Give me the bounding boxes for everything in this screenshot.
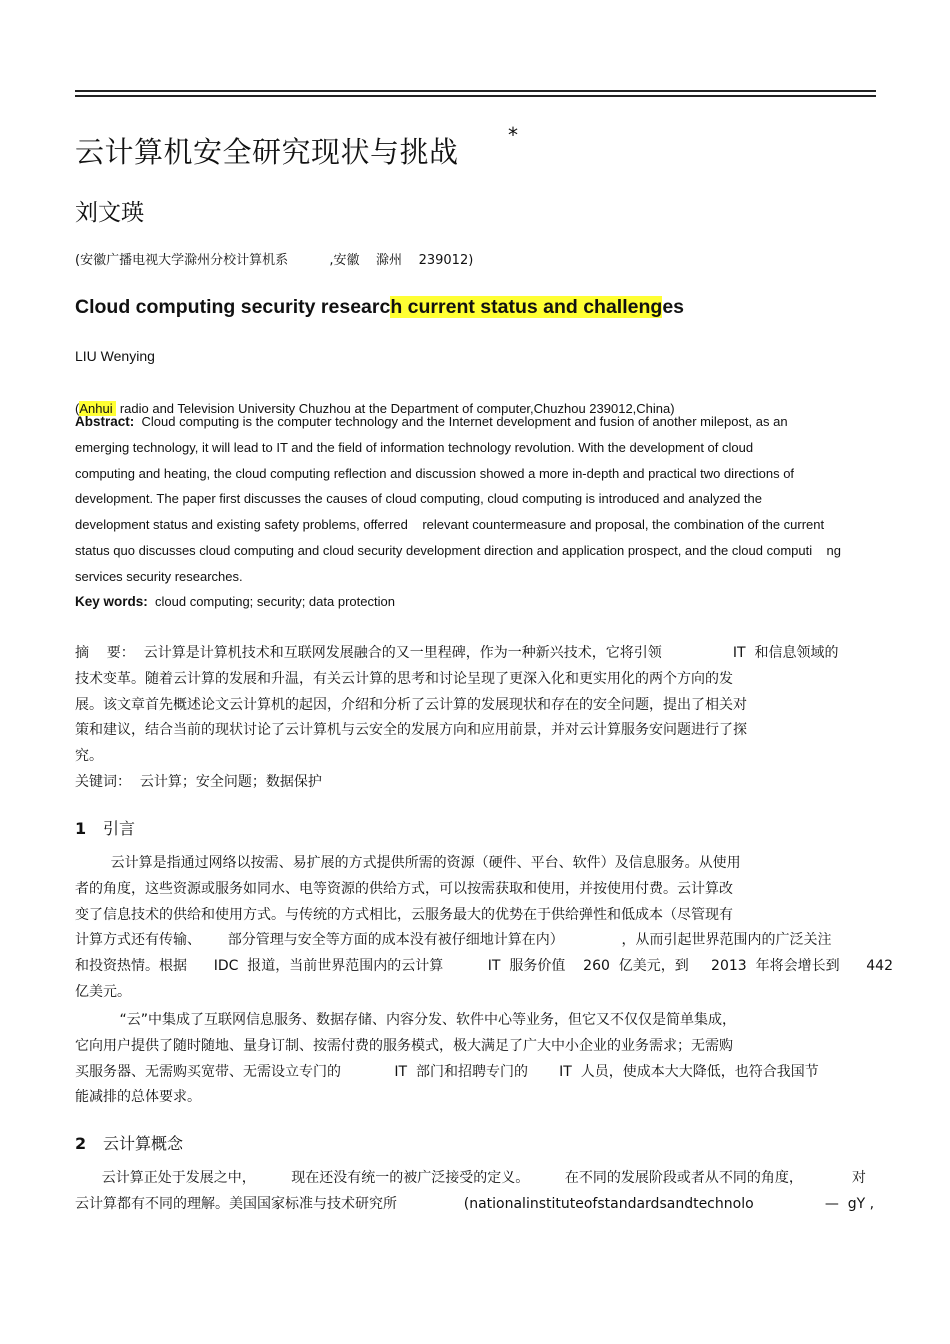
abstract-en xyxy=(75,409,871,590)
keywords-en xyxy=(75,594,395,609)
s1p1-line-5: 亿美元。 xyxy=(75,983,131,1000)
section-1-heading xyxy=(75,816,135,839)
s2-line-1: 云计算都有不同的理解。美国国家标准与技术研究所 (nationalinstituteofstandardsandtechnolo — gY , xyxy=(75,1195,875,1212)
abstract-en-line-0 xyxy=(75,409,871,435)
affil-en-open: ( xyxy=(75,401,80,416)
abstract-en-line-6: services security researches. xyxy=(75,568,243,584)
abstract-cn-line-3: 策和建议，结合当前的现状讨论了云计算机与云安全的发展方向和应用前景，并对云计算服务安问题进行了探 xyxy=(75,722,747,739)
abstract-label: Abstract: xyxy=(75,414,135,429)
top-rule-1 xyxy=(75,90,876,92)
abstract-cn-line-2: 展。该文章首先概述论文云计算机的起因，介绍和分析了云计算的发展现状和存在的安全问题，提出了相关对 xyxy=(75,696,747,713)
keywords-label: Key words: xyxy=(75,594,148,609)
author-en: LIU Wenying xyxy=(75,348,155,364)
s1p2-line-0: “云”中集成了互联网信息服务、数据存储、内容分发、软件中心等业务，但它又不仅仅是简单集成， xyxy=(75,1012,737,1028)
abstract-cn-line-0: 摘 要： 云计算是计算机技术和互联网发展融合的又一里程碑，作为一种新兴技术，它将引领 IT 和信息领域的 xyxy=(75,645,839,661)
keywords-cn: 关键词： 云计算；安全问题；数据保护 xyxy=(75,773,322,790)
title-en-highlight: h current status and challeng xyxy=(390,296,663,318)
s1p1-line-3: 计算方式还有传输、 部分管理与安全等方面的成本没有被仔细地计算在内） ，从而引起世界范围内的广泛关注 xyxy=(75,932,832,949)
abstract-cn xyxy=(75,641,870,796)
title-en-part3: es xyxy=(662,296,685,318)
section-2-heading xyxy=(75,1131,183,1154)
affil-en-highlight: Anhui xyxy=(79,401,117,416)
section-1-title: 引言 xyxy=(103,819,136,838)
abstract-cn-line-4: 究。 xyxy=(75,748,103,765)
top-rule-2 xyxy=(75,95,876,97)
s1p2-line-1: 它向用户提供了随时随地、量身订制、按需付费的服务模式，极大满足了广大中小企业的业务需求；无需购 xyxy=(75,1037,733,1054)
s2-line-0: 云计算正处于发展之中， 现在还没有统一的被广泛接受的定义。 在不同的发展阶段或者从不同的角度， 对 xyxy=(75,1170,866,1186)
abstract-en-line-1: emerging technology, it will lead to IT and the field of information technology revolution. With the development of cloud xyxy=(75,439,754,455)
s1p2-line-3: 能减排的总体要求。 xyxy=(75,1089,201,1106)
s1p1-line-2: 变了信息技术的供给和使用方式。与传统的方式相比，云服务最大的优势在于供给弹性和低成本（尽管现有 xyxy=(75,906,733,923)
abstract-cn-line-1: 技术变革。随着云计算的发展和升温，有关云计算的思考和讨论呈现了更深入化和更实用化的两个方向的发 xyxy=(75,670,733,687)
affiliation-cn: (安徽广播电视大学滁州分校计算机系 ,安徽 滁州 239012) xyxy=(75,253,474,268)
section-2-title: 云计算概念 xyxy=(103,1134,184,1153)
section-1-para-2 xyxy=(75,1008,870,1111)
section-1-para-1 xyxy=(75,851,893,1006)
abstract-en-line-2: computing and heating, the cloud computing reflection and discussion showed a more in-depth and practical two directions of xyxy=(75,465,795,481)
title-en-part1: Cloud computing security researc xyxy=(75,296,391,318)
abstract-en-line-3: development. The paper first discusses the causes of cloud computing, cloud computing is introduced and analyzed the xyxy=(75,491,763,507)
paper-title-cn: 云计算机安全研究现状与挑战 xyxy=(75,135,459,169)
s1p1-line-0: 云计算是指通过网络以按需、易扩展的方式提供所需的资源（硬件、平台、软件）及信息服务。从使用 xyxy=(75,855,741,871)
s1p1-line-1: 者的角度，这些资源或服务如同水、电等资源的供给方式，可以按需获取和使用，并按使用付费。云计算改 xyxy=(75,880,733,897)
s1p1-line-4: 和投资热情。根据 IDC 报道，当前世界范围内的云计算 IT 服务价值 260 亿美元，到 2013 年将会增长到 442 xyxy=(75,958,893,975)
section-1-number: 1 xyxy=(75,819,87,838)
author-cn: 刘文瑛 xyxy=(75,200,144,226)
keywords-text: cloud computing; security; data protection xyxy=(155,594,395,609)
section-2-para xyxy=(75,1166,875,1218)
abstract-en-line-5: status quo discusses cloud computing and cloud security development direction and application prospect, and the cloud computi ng xyxy=(75,542,842,558)
paper-title-en xyxy=(75,296,684,319)
s1p2-line-2: 买服务器、无需购买宽带、无需设立专门的 IT 部门和招聘专门的 IT 人员，使成本大大降低，也符合我国节 xyxy=(75,1063,819,1080)
abstract-en-line-4: development status and existing safety problems, offerred relevant countermeasure and proposal, the combination of the current xyxy=(75,517,825,533)
title-footnote-mark: * xyxy=(508,123,518,147)
section-2-number: 2 xyxy=(75,1134,87,1153)
affil-en-rest: radio and Television University Chuzhou at the Department of computer,Chuzhou 239012,China) xyxy=(116,401,675,416)
abstract-text: Cloud computing is the computer technology and the Internet development and fusion of another milepost, as an xyxy=(141,414,788,429)
